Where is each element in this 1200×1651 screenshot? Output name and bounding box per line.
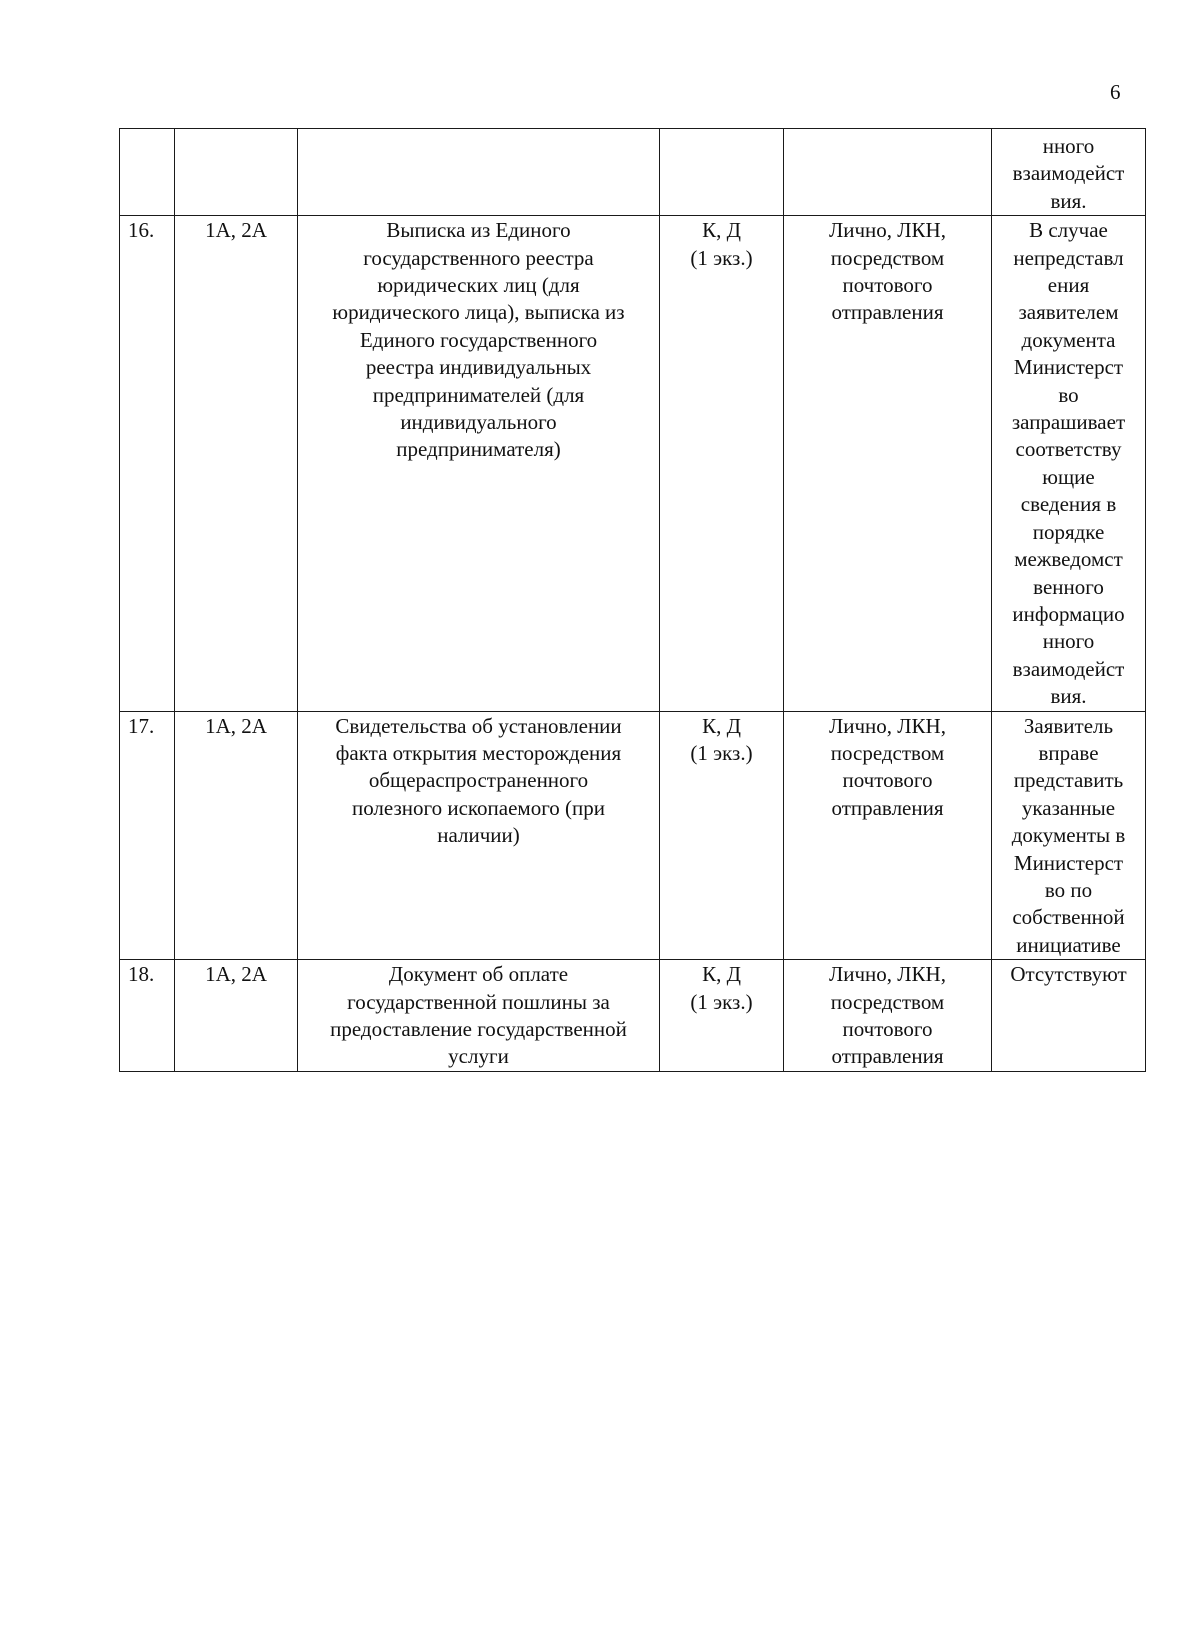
form-cell: К, Д (1 экз.): [660, 216, 784, 711]
document-cell: Свидетельства об установлении факта открытия месторождения общераспространенного полезного ископаемого (при наличии): [298, 711, 660, 960]
document-cell: Документ об оплате государственной пошлины за предоставление государственной услуги: [298, 960, 660, 1072]
table-row-continuation: [120, 129, 1146, 216]
code-cell: [175, 129, 298, 216]
note-cell: Отсутствуют: [992, 960, 1146, 1072]
document-cell: [298, 129, 660, 216]
form-cell: К, Д (1 экз.): [660, 960, 784, 1072]
form-cell: К, Д (1 экз.): [660, 711, 784, 960]
row-number-cell: 16.: [120, 216, 175, 711]
method-cell: Лично, ЛКН, посредством почтового отправления: [784, 711, 992, 960]
document-cell: Выписка из Единого государственного реестра юридических лиц (для юридического лица), выписка из Единого государственного реестра индивидуальных предпринимателей (для индивидуального предпринимателя): [298, 216, 660, 711]
note-cell: Заявитель вправе представить указанные документы в Министерст во по собственной инициативе: [992, 711, 1146, 960]
row-number-cell: 17.: [120, 711, 175, 960]
method-cell: Лично, ЛКН, посредством почтового отправления: [784, 960, 992, 1072]
table-row: [120, 711, 1146, 960]
row-number-cell: 18.: [120, 960, 175, 1072]
documents-table: [119, 128, 1146, 1072]
code-cell: 1А, 2А: [175, 960, 298, 1072]
code-cell: 1А, 2А: [175, 711, 298, 960]
note-cell: В случае непредставл ения заявителем документа Министерст во запрашивает соответству ющие сведения в порядке межведомст венного информацио нного взаимодейст вия.: [992, 216, 1146, 711]
note-cell: нного взаимодейст вия.: [992, 129, 1146, 216]
table-row: [120, 960, 1146, 1072]
method-cell: Лично, ЛКН, посредством почтового отправления: [784, 216, 992, 711]
row-number-cell: [120, 129, 175, 216]
page-number: 6: [1110, 80, 1121, 104]
code-cell: 1А, 2А: [175, 216, 298, 711]
method-cell: [784, 129, 992, 216]
form-cell: [660, 129, 784, 216]
table-row: [120, 216, 1146, 711]
